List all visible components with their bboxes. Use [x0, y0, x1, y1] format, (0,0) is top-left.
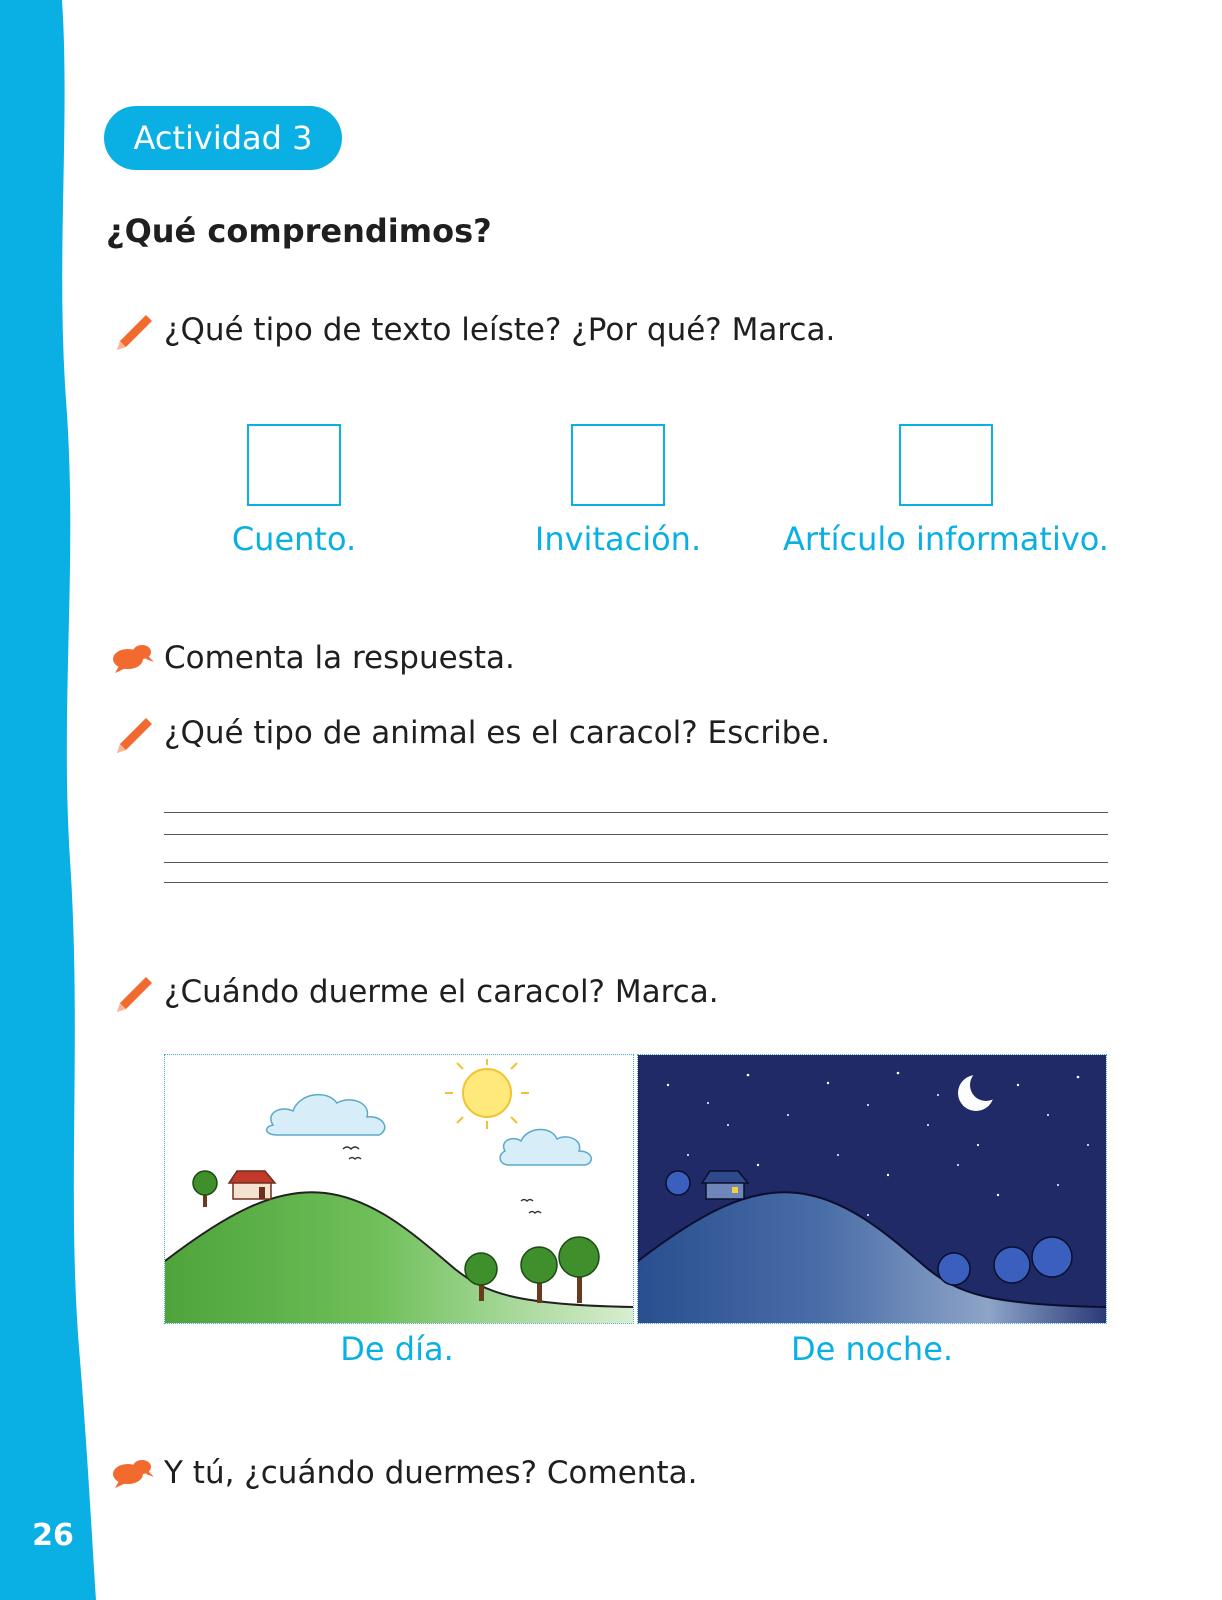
section-title: ¿Qué comprendimos? — [106, 212, 492, 250]
option-articulo-informativo[interactable] — [766, 424, 1126, 558]
option-label: Artículo informativo. — [783, 520, 1109, 558]
question-1-text: ¿Qué tipo de texto leíste? ¿Por qué? Marca. — [164, 312, 836, 348]
answer-writing-area[interactable] — [164, 812, 1108, 892]
question-5-text: Y tú, ¿cuándo duermes? Comenta. — [164, 1455, 698, 1491]
checkbox-cuento[interactable] — [247, 424, 341, 506]
question-3 — [110, 708, 830, 758]
speech-bubbles-icon — [110, 1450, 156, 1496]
house-icon — [702, 1171, 748, 1199]
page-number: 26 — [32, 1518, 74, 1553]
option-invitacion[interactable] — [438, 424, 798, 558]
writing-line — [164, 834, 1108, 835]
question-1 — [110, 305, 835, 355]
pencil-icon — [110, 969, 156, 1015]
speech-bubbles-icon — [110, 635, 156, 681]
question-2 — [110, 633, 515, 683]
activity-badge: Actividad 3 — [104, 106, 342, 170]
writing-line — [164, 812, 1108, 813]
option-cuento[interactable] — [114, 424, 474, 558]
day-scene-image[interactable] — [164, 1054, 634, 1324]
question-2-text: Comenta la respuesta. — [164, 640, 515, 676]
checkbox-invitacion[interactable] — [571, 424, 665, 506]
writing-line — [164, 862, 1108, 863]
question-5 — [110, 1448, 697, 1498]
night-scene-image[interactable] — [637, 1054, 1107, 1324]
question-4 — [110, 967, 719, 1017]
house-icon — [229, 1171, 275, 1199]
pencil-icon — [110, 710, 156, 756]
writing-line — [164, 882, 1108, 883]
checkbox-articulo-informativo[interactable] — [899, 424, 993, 506]
option-label: Invitación. — [534, 520, 702, 558]
day-label: De día. — [340, 1330, 454, 1368]
question-3-text: ¿Qué tipo de animal es el caracol? Escribe. — [164, 715, 831, 751]
pencil-icon — [110, 307, 156, 353]
option-label: Cuento. — [231, 520, 357, 558]
question-4-text: ¿Cuándo duerme el caracol? Marca. — [164, 974, 719, 1010]
side-band — [0, 0, 110, 1600]
night-label: De noche. — [790, 1330, 954, 1368]
